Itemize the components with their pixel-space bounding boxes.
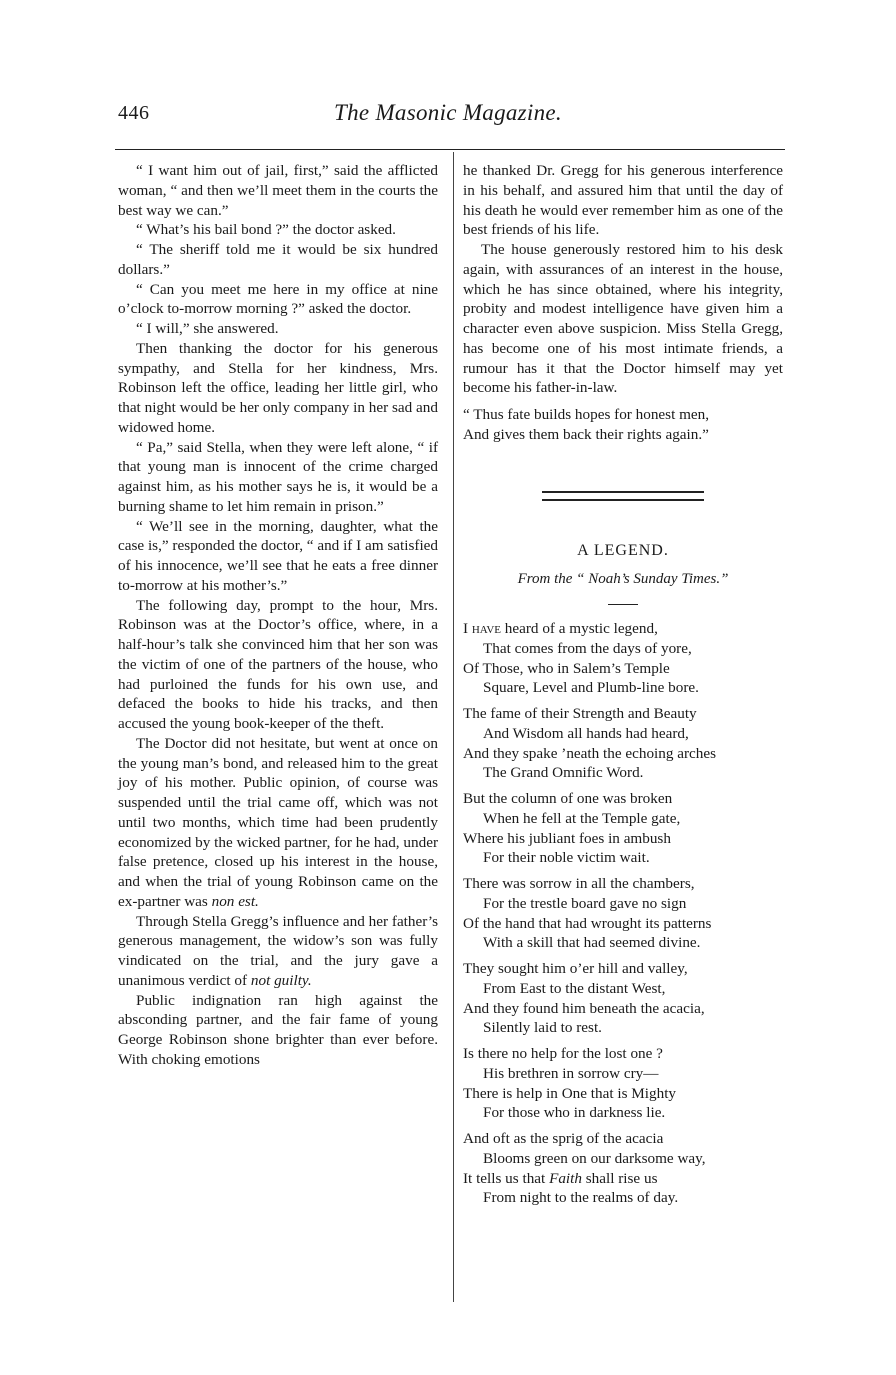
section-divider xyxy=(542,491,704,501)
paragraph xyxy=(118,734,438,912)
paragraph: “ Pa,” said Stella, when they were left alone, “ if that young man is innocent of the crime charged against him, as his mother says he is, it would be a burning shame to let him remain in prison.” xyxy=(118,438,438,515)
paragraph: Then thanking the doctor for his generous sympathy, and Stella for her kindness, Mrs. Robinson left the office, leading her little girl, who that night would be her only company in her sad and widowed home. xyxy=(118,339,438,436)
poem-line: Of Those, who in Salem’s Temple xyxy=(463,659,670,677)
drop-word: I have xyxy=(463,620,501,637)
faith-word: Faith xyxy=(549,1169,582,1187)
paragraph: he thanked Dr. Gregg for his generous interference in his behalf, and assured him that until the day of his death he would ever remember him as one of the best friends of his life. xyxy=(463,162,783,239)
paragraph-text: Through Stella Gregg’s influence and her father’s generous management, the widow’s son was fully vindicated on the trial, and the jury gave a unanimous verdict of xyxy=(118,912,438,989)
poem-line: For those who in darkness lie. xyxy=(483,1104,666,1122)
poem-source: From the “ Noah’s Sunday Times.” xyxy=(517,571,729,588)
poem-line: Square, Level and Plumb-line bore. xyxy=(483,679,699,697)
paragraph: “ The sheriff told me it would be six hundred dollars.” xyxy=(118,241,438,278)
poem-line: They sought him o’er hill and valley, xyxy=(463,960,688,977)
couplet-line: “ Thus fate builds hopes for honest men, xyxy=(463,406,710,423)
poem xyxy=(463,619,783,1208)
poem-line: From night to the realms of day. xyxy=(483,1189,679,1207)
poem-line: His brethren in sorrow cry— xyxy=(483,1064,659,1082)
poem-line: Blooms green on our darksome way, xyxy=(483,1149,706,1167)
poem-line: It tells us that Faith shall rise us xyxy=(463,1169,658,1187)
poem-line: The fame of their Strength and Beauty xyxy=(463,705,697,722)
poem-line: Where his jubliant foes in ambush xyxy=(463,829,671,847)
header-rule xyxy=(115,149,785,150)
poem-line: And they spake ’neath the echoing arches xyxy=(463,744,717,762)
paragraph: “ We’ll see in the morning, daughter, what the case is,” responded the doctor, “ and if I am satisfied of his innocence, we’ll see that he eats a free dinner to-morrow at his mother’s.” xyxy=(118,517,438,594)
couplet-line: And gives them back their rights again.” xyxy=(463,425,709,443)
paragraph: The following day, prompt to the hour, Mrs. Robinson was at the Doctor’s office, where, in a half-hour’s talk she convinced him that her son was the victim of one of the partners of the house, who had purloined the funds for his own use, and defaced the books to hide his tracks, and then accused the young book-keeper of the theft. xyxy=(118,596,438,732)
short-rule xyxy=(608,604,638,605)
paragraph: “ What’s his bail bond ?” the doctor asked. xyxy=(136,221,396,239)
poem-line: Silently laid to rest. xyxy=(483,1019,602,1037)
right-column xyxy=(463,161,783,1214)
closing-couplet xyxy=(463,405,783,445)
paragraph xyxy=(118,912,438,991)
left-column xyxy=(118,161,438,1070)
paragraph: The house generously restored him to his desk again, with assurances of an interest in the house, which he has since obtained, where his integrity, probity and modest intelligence have given him a character even above suspicion. Miss Stella Gregg, has become one of his most intimate friends, a rumour has it that the Doctor himself may yet become his father-in-law. xyxy=(463,241,783,397)
stanza xyxy=(463,619,783,698)
poem-line: The Grand Omnific Word. xyxy=(483,764,644,782)
page-number: 446 xyxy=(118,102,150,124)
paragraph: “ I want him out of jail, first,” said the afflicted woman, “ and then we’ll meet them in the courts the best way we can.” xyxy=(118,162,438,219)
stanza xyxy=(463,1129,783,1208)
paragraph: “ I will,” she answered. xyxy=(136,320,279,337)
stanza xyxy=(463,959,783,1038)
poem-line: I have heard of a mystic legend, xyxy=(463,620,658,637)
stanza xyxy=(463,1044,783,1123)
poem-line: And oft as the sprig of the acacia xyxy=(463,1130,664,1147)
paragraph: “ Can you meet me here in my office at nine o’clock to-morrow morning ?” asked the doctor. xyxy=(118,280,438,318)
poem-line: Of the hand that had wrought its patterns xyxy=(463,914,712,932)
verdict-phrase: not guilty. xyxy=(250,971,312,989)
running-title: The Masonic Magazine. xyxy=(334,100,562,125)
poem-line: Is there no help for the lost one ? xyxy=(463,1045,663,1062)
poem-line: For their noble victim wait. xyxy=(483,849,650,867)
paragraph: Public indignation ran high against the absconding partner, and the fair fame of young George Robinson shone brighter than ever before. With choking emotions xyxy=(118,991,438,1068)
poem-line: And Wisdom all hands had heard, xyxy=(483,724,689,742)
poem-line: For the trestle board gave no sign xyxy=(483,894,687,912)
stanza xyxy=(463,874,783,953)
stanza xyxy=(463,789,783,868)
poem-line: There is help in One that is Mighty xyxy=(463,1084,677,1102)
non-est-phrase: non est. xyxy=(211,892,259,910)
poem-line: There was sorrow in all the chambers, xyxy=(463,875,695,892)
poem-line: With a skill that had seemed divine. xyxy=(483,934,701,952)
poem-line: And they found him beneath the acacia, xyxy=(463,999,705,1017)
poem-line: But the column of one was broken xyxy=(463,790,673,807)
column-divider xyxy=(453,152,454,1302)
poem-line: When he fell at the Temple gate, xyxy=(483,809,681,827)
paragraph-text: The Doctor did not hesitate, but went at once on the young man’s bond, and released him to the great joy of his mother. Public opinion, of course was suspended until the trial came off, which was not until two months, which time had been prudently economized by the wicked partner, for he had, under false pretence, closed up his interest in the house, and when the trial of young Robinson came on the ex-partner was xyxy=(118,734,438,910)
poem-title: A LEGEND. xyxy=(577,541,669,559)
poem-line: From East to the distant West, xyxy=(483,979,666,997)
poem-line: That comes from the days of yore, xyxy=(483,639,692,657)
stanza xyxy=(463,704,783,783)
